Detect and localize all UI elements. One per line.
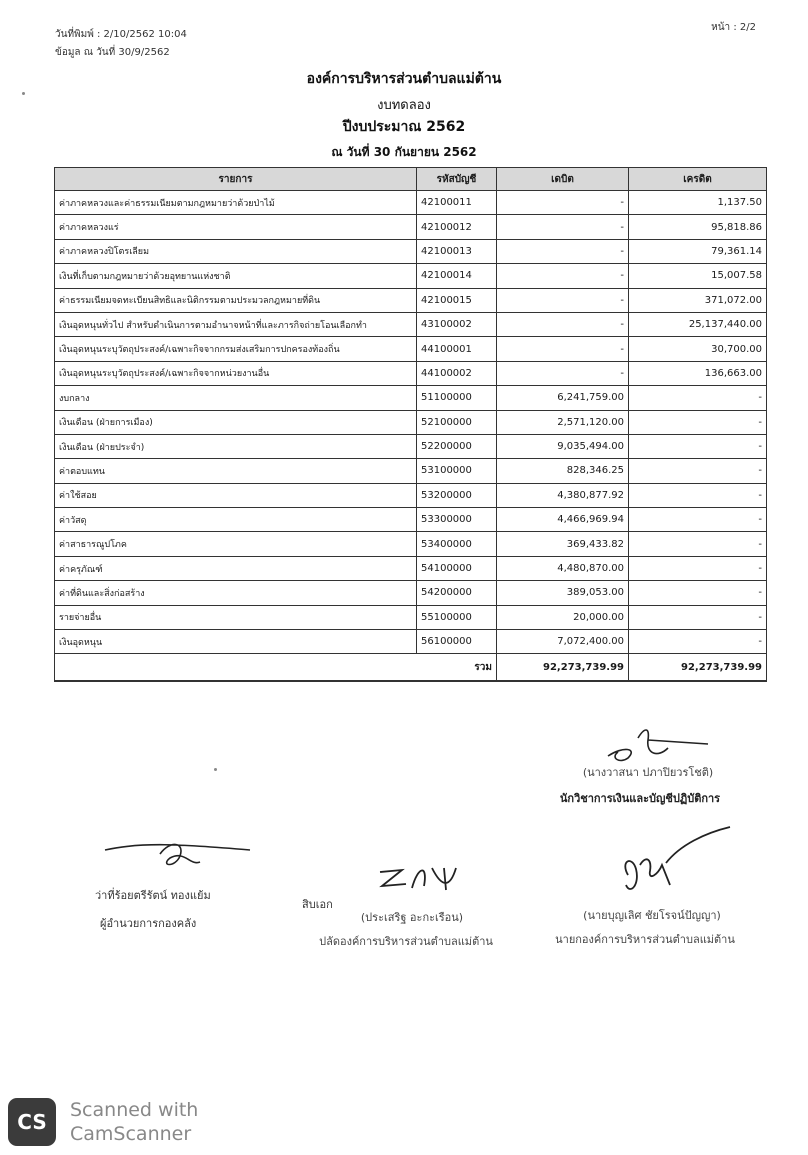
table-row (55, 581, 767, 605)
cell-credit: - (629, 605, 767, 629)
cell-code: 53300000 (417, 508, 497, 532)
cell-debit: - (497, 361, 629, 385)
cell-credit: 1,137.50 (629, 191, 767, 215)
cell-debit: - (497, 191, 629, 215)
cell-code: 42100012 (417, 215, 497, 239)
cell-credit: 371,072.00 (629, 288, 767, 312)
signer-2-title: ผู้อำนวยการกองคลัง (100, 917, 197, 930)
print-date: วันที่พิมพ์ : 2/10/2562 10:04 (55, 29, 187, 40)
table-row (55, 556, 767, 580)
cell-code: 42100014 (417, 264, 497, 288)
cell-item: เงินเดือน (ฝ่ายประจำ) (55, 434, 417, 458)
table-row (55, 239, 767, 263)
cell-item: ค่าครุภัณฑ์ (55, 556, 417, 580)
cell-item: เงินอุดหนุนทั่วไป สำหรับดำเนินการตามอำนาจหน้าที่และภารกิจถ่ายโอนเลือกทำ (55, 312, 417, 336)
cell-item: ค่าภาคหลวงและค่าธรรมเนียมตามกฎหมายว่าด้วยป่าไม้ (55, 191, 417, 215)
table-row (55, 264, 767, 288)
document-title: งบทดลอง (377, 98, 431, 113)
cell-item: ค่าธรรมเนียมจดทะเบียนสิทธิและนิติกรรมตามประมวลกฎหมายที่ดิน (55, 288, 417, 312)
cell-debit: 20,000.00 (497, 605, 629, 629)
table-row (55, 337, 767, 361)
total-label: รวม (417, 654, 497, 682)
trial-balance-table (54, 167, 767, 682)
cell-code: 51100000 (417, 386, 497, 410)
header-debit: เดบิต (497, 168, 629, 191)
cell-code: 53100000 (417, 459, 497, 483)
cell-credit: - (629, 508, 767, 532)
table-row (55, 532, 767, 556)
watermark-line-2: CamScanner (70, 1123, 192, 1145)
table-row (55, 288, 767, 312)
table-body (55, 191, 767, 654)
cell-code: 44100002 (417, 361, 497, 385)
cell-debit: 2,571,120.00 (497, 410, 629, 434)
cell-item: งบกลาง (55, 386, 417, 410)
cell-debit: 4,480,870.00 (497, 556, 629, 580)
cell-credit: - (629, 434, 767, 458)
cell-credit: - (629, 556, 767, 580)
cell-debit: 9,035,494.00 (497, 434, 629, 458)
cell-debit: - (497, 337, 629, 361)
cell-item: รายจ่ายอื่น (55, 605, 417, 629)
cell-code: 42100013 (417, 239, 497, 263)
cell-item: เงินอุดหนุน (55, 630, 417, 654)
cell-credit: 136,663.00 (629, 361, 767, 385)
cell-code: 53200000 (417, 483, 497, 507)
cell-debit: 6,241,759.00 (497, 386, 629, 410)
cell-credit: 30,700.00 (629, 337, 767, 361)
cell-credit: 95,818.86 (629, 215, 767, 239)
cell-credit: - (629, 410, 767, 434)
cell-credit: - (629, 459, 767, 483)
signer-3-title: ปลัดองค์การบริหารส่วนตำบลแม่ต้าน (319, 935, 493, 948)
signer-1-name: (นางวาสนา ปภาปิยวรโชติ) (582, 766, 714, 779)
cell-debit: 369,433.82 (497, 532, 629, 556)
table-row (55, 605, 767, 629)
total-blank (55, 654, 417, 682)
cell-credit: 79,361.14 (629, 239, 767, 263)
signer-2-name: ว่าที่ร้อยตรีรัตน์ ทองแย้ม (95, 889, 211, 902)
total-debit: 92,273,739.99 (497, 654, 629, 682)
cell-debit: 4,466,969.94 (497, 508, 629, 532)
total-credit: 92,273,739.99 (629, 654, 767, 682)
cell-item: ค่าภาคหลวงแร่ (55, 215, 417, 239)
table-row (55, 434, 767, 458)
camscanner-watermark (70, 1098, 198, 1146)
header-item: รายการ (55, 168, 417, 191)
table-row (55, 215, 767, 239)
cell-debit: - (497, 215, 629, 239)
cell-debit: 4,380,877.92 (497, 483, 629, 507)
cell-debit: 389,053.00 (497, 581, 629, 605)
cell-code: 44100001 (417, 337, 497, 361)
cell-item: เงินอุดหนุนระบุวัตถุประสงค์/เฉพาะกิจจากกรมส่งเสริมการปกครองท้องถิ่น (55, 337, 417, 361)
table-row (55, 191, 767, 215)
watermark-line-1: Scanned with (70, 1099, 199, 1121)
signature-scribble-3 (372, 858, 472, 898)
cell-code: 54100000 (417, 556, 497, 580)
cell-code: 52200000 (417, 434, 497, 458)
cell-credit: 15,007.58 (629, 264, 767, 288)
table-row (55, 410, 767, 434)
table-row (55, 459, 767, 483)
fiscal-year: ปีงบประมาณ 2562 (342, 119, 466, 135)
cell-code: 53400000 (417, 532, 497, 556)
table-header-row (55, 168, 767, 191)
cell-item: เงินอุดหนุนระบุวัตถุประสงค์/เฉพาะกิจจากหน่วยงานอื่น (55, 361, 417, 385)
cell-item: เงินที่เก็บตามกฎหมายว่าด้วยอุทยานแห่งชาติ (55, 264, 417, 288)
signer-4-title: นายกองค์การบริหารส่วนตำบลแม่ต้าน (555, 933, 735, 946)
total-row (55, 654, 767, 682)
cell-code: 42100011 (417, 191, 497, 215)
cell-debit: - (497, 264, 629, 288)
cell-code: 43100002 (417, 312, 497, 336)
table-row (55, 386, 767, 410)
cell-credit: - (629, 386, 767, 410)
signature-scribble-1 (598, 718, 728, 768)
cell-debit: - (497, 288, 629, 312)
header-code: รหัสบัญชี (417, 168, 497, 191)
cell-credit: - (629, 532, 767, 556)
camscanner-logo: CS (8, 1098, 56, 1146)
signer-1-title: นักวิชาการเงินและบัญชีปฏิบัติการ (559, 792, 721, 805)
scan-speck (22, 92, 25, 95)
table-row (55, 483, 767, 507)
cell-item: เงินเดือน (ฝ่ายการเมือง) (55, 410, 417, 434)
cell-code: 54200000 (417, 581, 497, 605)
signature-scribble-2 (100, 836, 260, 876)
cell-debit: 7,072,400.00 (497, 630, 629, 654)
cell-debit: 828,346.25 (497, 459, 629, 483)
signer-3-rank: สิบเอก (302, 898, 333, 911)
table-row (55, 508, 767, 532)
cell-item: ค่าสาธารณูปโภค (55, 532, 417, 556)
as-of-date: ณ วันที่ 30 กันยายน 2562 (331, 145, 477, 159)
cell-credit: - (629, 581, 767, 605)
cell-debit: - (497, 312, 629, 336)
page-number: หน้า : 2/2 (711, 22, 756, 33)
scan-speck (214, 768, 217, 771)
cell-item: ค่าใช้สอย (55, 483, 417, 507)
signer-3-name: (ประเสริฐ อะกะเรือน) (360, 911, 464, 924)
data-date: ข้อมูล ณ วันที่ 30/9/2562 (55, 47, 170, 58)
cell-credit: - (629, 630, 767, 654)
cell-credit: 25,137,440.00 (629, 312, 767, 336)
cell-item: ค่าภาคหลวงปิโตรเลียม (55, 239, 417, 263)
cell-debit: - (497, 239, 629, 263)
cell-credit: - (629, 483, 767, 507)
signer-4-name: (นายบุญเลิศ ชัยโรจน์ปัญญา) (583, 909, 721, 922)
cell-item: ค่าวัสดุ (55, 508, 417, 532)
table-row (55, 312, 767, 336)
table-row (55, 361, 767, 385)
cell-code: 55100000 (417, 605, 497, 629)
cell-code: 56100000 (417, 630, 497, 654)
table-row (55, 630, 767, 654)
cell-code: 42100015 (417, 288, 497, 312)
cell-code: 52100000 (417, 410, 497, 434)
signature-scribble-4 (610, 825, 740, 905)
cell-item: ค่าที่ดินและสิ่งก่อสร้าง (55, 581, 417, 605)
organization-title: องค์การบริหารส่วนตำบลแม่ต้าน (306, 71, 502, 87)
header-credit: เครดิต (629, 168, 767, 191)
cell-item: ค่าตอบแทน (55, 459, 417, 483)
